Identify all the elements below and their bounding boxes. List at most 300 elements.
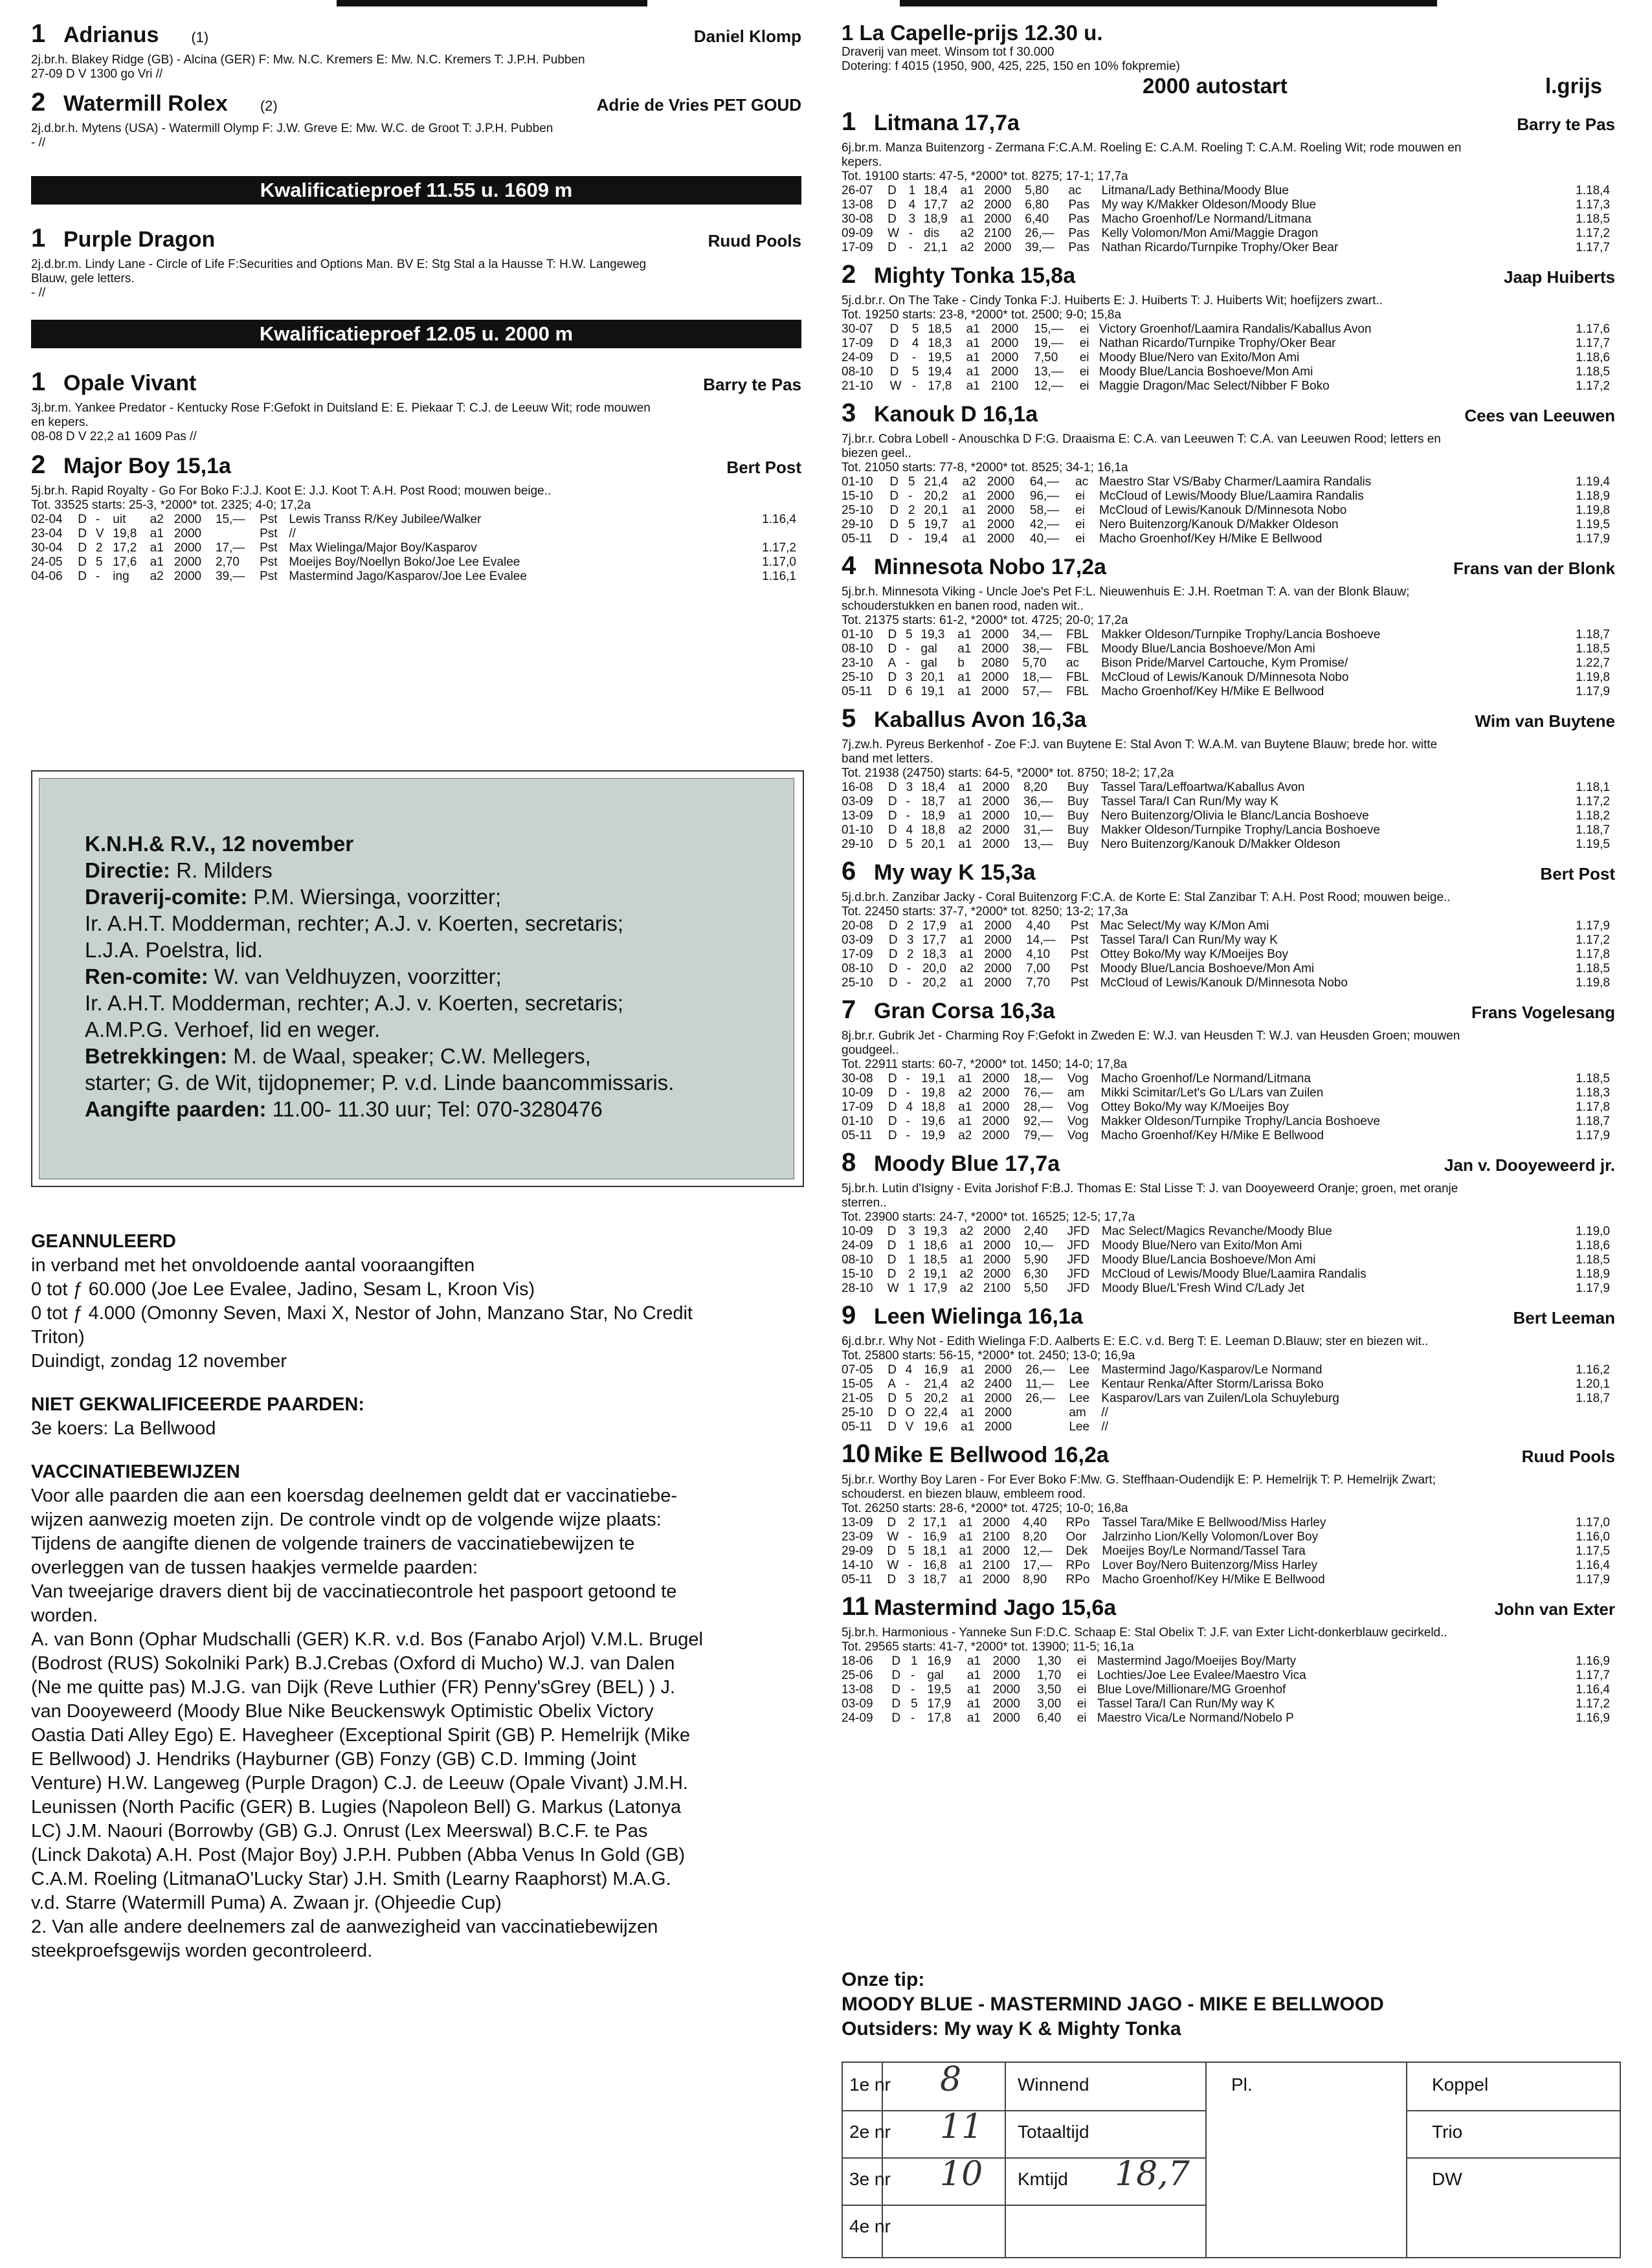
race-history-cell: 17,8 bbox=[928, 379, 952, 393]
horse-name: Leen Wielinga 16,1a bbox=[874, 1304, 1083, 1329]
race-history-cell: 1.18,5 bbox=[1576, 212, 1610, 226]
race-history-cell: Vog bbox=[1067, 1100, 1089, 1114]
race-history-cell: D bbox=[887, 1100, 897, 1114]
race-history-cell: - bbox=[906, 795, 910, 808]
info-line bbox=[85, 910, 674, 937]
horse-name: Mighty Tonka 15,8a bbox=[874, 263, 1076, 288]
race-history-cell: 36,— bbox=[1023, 795, 1053, 808]
race-history-cell: dis bbox=[924, 227, 940, 240]
race-history-cell: 19,1 bbox=[923, 1267, 948, 1281]
race-history-cell: 19,8 bbox=[921, 1086, 946, 1100]
race-history-cell: - bbox=[905, 1377, 910, 1391]
grid-bet-type: Winnend bbox=[1018, 2074, 1089, 2095]
race-history-cell: 18,1 bbox=[922, 1544, 947, 1558]
race-history-cell: a2 bbox=[959, 1267, 974, 1281]
race-history-cell: gal bbox=[921, 642, 937, 656]
race-history-cell: a1 bbox=[966, 1654, 981, 1668]
race-history-cell: a1 bbox=[958, 809, 972, 823]
horse-name: Mastermind Jago 15,6a bbox=[874, 1595, 1117, 1620]
horse-entry bbox=[842, 1440, 1615, 1587]
horse-entry bbox=[842, 995, 1615, 1143]
race-history-cell: - bbox=[911, 1711, 915, 1725]
race-history-cell: 20,1 bbox=[924, 504, 948, 517]
horse-description: Tot. 19250 starts: 23-8, *2000* tot. 2500; 9-0; 15,8a bbox=[842, 308, 1122, 322]
race-history-cell: 4 bbox=[906, 1100, 913, 1114]
race-history-cell: 5 bbox=[95, 555, 103, 569]
race-history-cell: Moeijes Boy/Noellyn Boko/Joe Lee Evalee bbox=[289, 555, 520, 569]
horse-driver: Barry te Pas bbox=[1517, 115, 1615, 134]
race-history-cell: - bbox=[911, 379, 917, 393]
race-history-cell: RPo bbox=[1066, 1573, 1090, 1586]
race-history-cell: McCloud of Lewis/Moody Blue/Laamira Randalis bbox=[1101, 1267, 1367, 1281]
info-line-text: starter; G. de Wit, tijdopnemer; P. v.d. Linde baancommissaris. bbox=[85, 1071, 675, 1095]
race-history-cell: 03-09 bbox=[842, 933, 873, 947]
race-history-cell: a2 bbox=[959, 962, 974, 975]
info-line-text: M. de Waal, speaker; C.W. Mellegers, bbox=[227, 1044, 591, 1068]
info-line bbox=[85, 937, 674, 963]
horse-description: Tot. 33525 starts: 25-3, *2000* tot. 2325; 4-0; 17,2a bbox=[31, 498, 311, 512]
officials-text bbox=[85, 830, 674, 1122]
race-history-cell: D bbox=[887, 1115, 897, 1128]
horse-entry bbox=[31, 88, 801, 150]
horse-description: kepers. bbox=[842, 155, 882, 169]
race-history-cell: W bbox=[887, 1530, 899, 1544]
race-history-cell: Pst bbox=[260, 541, 278, 555]
horse-number: 11 bbox=[842, 1592, 869, 1621]
horse-header bbox=[842, 551, 1615, 585]
race-history-cell: Victory Groenhof/Laamira Randalis/Kaballus Avon bbox=[1099, 322, 1372, 336]
race-history-cell: Pas bbox=[1068, 227, 1090, 240]
race-history-cell: 2000 bbox=[982, 1086, 1010, 1100]
race-history-cell: JFD bbox=[1067, 1267, 1090, 1281]
handwritten-kmtijd: 18,7 bbox=[1115, 2155, 1190, 2194]
race-history-cell: a2 bbox=[150, 570, 164, 583]
race-history-cell: 1.17,7 bbox=[1576, 337, 1610, 350]
race-history-cell: Pst bbox=[1070, 948, 1089, 961]
race-history-cell: D bbox=[887, 781, 897, 794]
race-history-row bbox=[842, 1559, 1615, 1573]
race-history-cell: 96,— bbox=[1029, 489, 1060, 503]
race-history-row bbox=[842, 1239, 1615, 1253]
race-history-cell: 6,40 bbox=[1025, 212, 1049, 226]
race-history-cell: 1.17,3 bbox=[1576, 198, 1610, 212]
horse-driver: Frans van der Blonk bbox=[1453, 559, 1615, 578]
race-history-cell: 2000 bbox=[984, 1363, 1012, 1377]
race-history-cell: 17-09 bbox=[842, 337, 873, 350]
race-history-cell: 2000 bbox=[173, 513, 202, 526]
horse-description: 3j.br.m. Yankee Predator - Kentucky Rose F:Gefokt in Duitsland E: E. Piekaar T: C.J. de Leeuw Wit; rode mouwen bbox=[31, 401, 651, 415]
race-history-cell: D bbox=[78, 541, 87, 555]
race-history-cell: a2 bbox=[150, 513, 164, 526]
race-history-cell: 1.16,1 bbox=[762, 570, 796, 583]
race-history-table bbox=[842, 628, 1615, 699]
race-history-cell: 18,8 bbox=[921, 1100, 946, 1114]
race-history-cell: O bbox=[905, 1406, 915, 1419]
horse-description: schouderstukken en banen rood, naden wit.. bbox=[842, 599, 1084, 613]
race-history-row bbox=[842, 656, 1615, 671]
race-history-cell: 11,— bbox=[1025, 1377, 1055, 1391]
notes-line: Van tweejarige dravers dient bij de vaccinatiecontrole het paspoort getoond te bbox=[31, 1581, 677, 1602]
race-history-cell: ei bbox=[1077, 1711, 1087, 1725]
race-history-cell: 09-09 bbox=[842, 227, 873, 240]
race-history-cell: D bbox=[891, 1711, 901, 1725]
horse-description: schouderst. en biezen blauw, embleem rood. bbox=[842, 1487, 1086, 1501]
race-history-cell: 2080 bbox=[981, 656, 1009, 670]
race-history-row bbox=[842, 475, 1615, 489]
race-history-cell: Lee bbox=[1069, 1377, 1090, 1391]
horse-driver: Frans Vogelesang bbox=[1471, 1003, 1615, 1022]
horse-number: 3 bbox=[842, 399, 856, 427]
race-history-cell: a1 bbox=[960, 184, 974, 197]
race-history-cell: - bbox=[906, 962, 911, 975]
race-history-cell: 2000 bbox=[991, 365, 1019, 379]
race-history-cell: 21,4 bbox=[924, 475, 948, 489]
race-history-row bbox=[842, 781, 1615, 795]
race-history-cell: Blue Love/Millionare/MG Groenhof bbox=[1097, 1683, 1286, 1696]
info-line-text: A.M.P.G. Verhoef, lid en weger. bbox=[85, 1017, 381, 1041]
horse-header bbox=[842, 1592, 1615, 1626]
race-history-cell: ei bbox=[1075, 489, 1085, 503]
race-history-cell: 03-09 bbox=[842, 795, 873, 808]
race-history-cell: a1 bbox=[966, 337, 980, 350]
race-history-cell: - bbox=[908, 1530, 912, 1544]
race-history-table bbox=[842, 1516, 1615, 1587]
horse-description: Tot. 25800 starts: 56-15, *2000* tot. 2450; 13-0; 16,9a bbox=[842, 1349, 1135, 1362]
race-history-cell: 2000 bbox=[984, 1392, 1012, 1405]
race-history-cell: D bbox=[887, 1363, 897, 1377]
race-history-row bbox=[31, 527, 801, 541]
race-history-cell: 13-09 bbox=[842, 1516, 873, 1529]
race-history-cell: a1 bbox=[966, 1683, 981, 1696]
race-history-cell: D bbox=[887, 671, 897, 684]
race-history-cell: a1 bbox=[962, 532, 976, 546]
race-history-cell: 15-05 bbox=[842, 1377, 873, 1391]
race-history-cell: 5 bbox=[908, 1544, 915, 1558]
race-history-cell: 1.22,7 bbox=[1576, 656, 1610, 670]
horse-header bbox=[842, 107, 1615, 141]
horse-description: Tot. 22911 starts: 60-7, *2000* tot. 1450; 14-0; 17,8a bbox=[842, 1058, 1128, 1071]
notes-line: LC) J.M. Naouri (Borrowby (GB) G.J. Onrust (Lex Meerswal) B.C.F. te Pas bbox=[31, 1821, 648, 1841]
race-history-cell: Mastermind Jago/Kasparov/Joe Lee Evalee bbox=[289, 570, 527, 583]
race-history-cell: 24-09 bbox=[842, 1711, 873, 1725]
info-line bbox=[85, 1096, 674, 1122]
race-history-cell: a1 bbox=[959, 1573, 973, 1586]
horse-description: Tot. 21938 (24750) starts: 64-5, *2000* tot. 8750; 18-2; 17,2a bbox=[842, 766, 1174, 780]
race-history-cell: 01-10 bbox=[842, 628, 873, 641]
race-history-cell: 79,— bbox=[1023, 1129, 1053, 1142]
horse-description: Tot. 26250 starts: 28-6, *2000* tot. 4725; 10-0; 16,8a bbox=[842, 1502, 1128, 1515]
race-history-cell: 18,7 bbox=[922, 1573, 947, 1586]
race-history-cell: 2000 bbox=[987, 518, 1015, 531]
race-history-cell: 21,1 bbox=[924, 241, 948, 254]
info-line bbox=[85, 1069, 674, 1096]
race-history-cell: 25-10 bbox=[842, 1406, 873, 1419]
race-history-cell: 1.17,8 bbox=[1576, 948, 1610, 961]
race-history-cell: 2000 bbox=[984, 241, 1012, 254]
race-history-cell: a1 bbox=[957, 628, 972, 641]
race-history-cell: a1 bbox=[966, 322, 980, 336]
race-history-cell: D bbox=[78, 555, 87, 569]
horse-description: 5j.br.h. Minnesota Viking - Uncle Joe's Pet F:L. Nieuwenhuis E: J.H. Roetman T: A. van der Blonk Blauw; bbox=[842, 585, 1410, 599]
race-history-cell: 18,4 bbox=[924, 184, 948, 197]
race-history-cell: 17,8 bbox=[927, 1711, 952, 1725]
race-history-cell: a2 bbox=[959, 1282, 974, 1295]
race-history-cell: D bbox=[887, 198, 897, 212]
race-history-cell: Macho Groenhof/Le Normand/Litmana bbox=[1100, 1072, 1311, 1085]
race-history-cell: ei bbox=[1075, 504, 1085, 517]
info-line-text: 11.00- 11.30 uur; Tel: 070-3280476 bbox=[266, 1097, 603, 1121]
race-history-cell: 6,40 bbox=[1037, 1711, 1062, 1725]
race-history-table bbox=[842, 1654, 1615, 1726]
race-history-cell: 2100 bbox=[991, 379, 1019, 393]
notes-line: Tijdens de aangifte dienen de volgende trainers de vaccinatiebewijzen te bbox=[31, 1533, 635, 1554]
horse-description: band met letters. bbox=[842, 752, 933, 766]
race-history-cell: Pst bbox=[1070, 962, 1089, 975]
horse-name: Minnesota Nobo 17,2a bbox=[874, 555, 1106, 579]
race-history-cell: 01-10 bbox=[842, 1115, 873, 1128]
race-history-cell: Buy bbox=[1067, 781, 1089, 794]
race-history-cell: D bbox=[887, 1253, 897, 1267]
info-line-text: W. van Veldhuyzen, voorzitter; bbox=[208, 964, 502, 988]
race-history-cell: 1 bbox=[908, 184, 916, 197]
race-history-cell: gal bbox=[921, 656, 937, 670]
horse-number: 9 bbox=[842, 1301, 856, 1329]
horse-description: 5j.br.h. Rapid Royalty - Go For Boko F:J.J. Koot E: J.J. Koot T: A.H. Post Rood; mouwen beige.. bbox=[31, 484, 552, 498]
race-history-cell: a1 bbox=[958, 795, 972, 808]
race-history-cell: 1 bbox=[908, 1282, 915, 1295]
horse-driver: Jaap Huiberts bbox=[1504, 267, 1615, 287]
race-history-row bbox=[842, 184, 1615, 198]
race-history-cell: 17,7 bbox=[924, 198, 948, 212]
race-history-cell: 18,6 bbox=[923, 1239, 948, 1252]
race-history-cell: 1.17,0 bbox=[762, 555, 796, 569]
horse-entry bbox=[842, 551, 1615, 699]
horse-description: 2j.br.h. Blakey Ridge (GB) - Alcina (GER) F: Mw. N.C. Kremers E: Mw. N.C. Kremers T: J.P.H. Pubben bbox=[31, 53, 585, 67]
race-history-cell: Tassel Tara/Mike E Bellwood/Miss Harley bbox=[1102, 1516, 1326, 1529]
grid-right-line bbox=[1406, 2157, 1620, 2159]
race-history-cell: 5 bbox=[906, 838, 913, 851]
race-history-cell: 15,— bbox=[215, 513, 245, 526]
race-history-cell: 1.18,4 bbox=[1576, 184, 1610, 197]
horse-description: 6j.br.m. Manza Buitenzorg - Zermana F:C.A.M. Roeling E: C.A.M. Roeling T: C.A.M. Roeling Wit; rode mouwen en bbox=[842, 141, 1462, 155]
race-history-cell: ei bbox=[1079, 322, 1089, 336]
race-history-row bbox=[842, 1654, 1615, 1669]
left-horse-listing bbox=[31, 19, 801, 584]
horse-description: 7j.br.r. Cobra Lobell - Anouschka D F:G. Draaisma E: C.A. van Leeuwen T: C.A. van Leeuwen Rood; letters en bbox=[842, 432, 1441, 446]
race-history-cell: W bbox=[887, 1559, 899, 1572]
info-line bbox=[85, 857, 674, 884]
race-history-cell: D bbox=[891, 1654, 901, 1668]
race-history-cell: 2000 bbox=[984, 184, 1012, 197]
horse-description: 7j.zw.h. Pyreus Berkenhof - Zoe F:J. van Buytene E: Stal Avon T: W.A.M. van Buytene Blauw; brede hor. witte bbox=[842, 738, 1438, 751]
notes-line: E Bellwood) J. Hendriks (Hayburner (GB) Fonzy (GB) C.D. Imming (Joint bbox=[31, 1749, 636, 1770]
horse-description: Tot. 21050 starts: 77-8, *2000* tot. 8525; 34-1; 16,1a bbox=[842, 461, 1128, 474]
race-history-cell: 1.17,8 bbox=[1576, 1100, 1610, 1114]
grid-right-line bbox=[1406, 2110, 1620, 2111]
race-history-cell: McCloud of Lewis/Kanouk D/Minnesota Nobo bbox=[1100, 976, 1348, 990]
race-history-cell: 08-10 bbox=[842, 642, 873, 656]
race-history-cell: Buy bbox=[1067, 809, 1089, 823]
race-history-cell: a1 bbox=[958, 1100, 972, 1114]
race-history-cell: ac bbox=[1068, 184, 1082, 197]
race-history-cell: 25-10 bbox=[842, 504, 873, 517]
info-line-text: P.M. Wiersinga, voorzitter; bbox=[247, 885, 502, 909]
race-history-cell: 2000 bbox=[981, 642, 1009, 656]
race-history-cell: 17,2 bbox=[113, 541, 137, 555]
race-history-cell: a1 bbox=[958, 1115, 972, 1128]
race-history-cell: 1.16,9 bbox=[1576, 1711, 1610, 1725]
race-history-row bbox=[842, 212, 1615, 227]
race-history-cell: a2 bbox=[961, 1377, 975, 1391]
race-history-cell: a1 bbox=[958, 1072, 972, 1085]
race-history-cell: 2000 bbox=[984, 933, 1012, 947]
info-line-label: Directie: bbox=[85, 858, 171, 882]
race-history-row bbox=[842, 198, 1615, 212]
race-history-cell: 1.18,5 bbox=[1576, 365, 1610, 379]
race-history-row bbox=[31, 513, 801, 527]
race-history-cell: 05-11 bbox=[842, 1420, 873, 1434]
horse-name: Purple Dragon bbox=[63, 227, 216, 252]
notes-line: 3e koers: La Bellwood bbox=[31, 1418, 216, 1439]
race-history-row bbox=[842, 1544, 1615, 1559]
race-history-cell: a2 bbox=[960, 198, 974, 212]
race-history-row bbox=[842, 1072, 1615, 1086]
horse-driver: Ruud Pools bbox=[1521, 1447, 1615, 1466]
race-history-cell: D bbox=[891, 1683, 901, 1696]
horse-entry bbox=[842, 857, 1615, 990]
race-history-cell: 05-11 bbox=[842, 532, 873, 546]
race-history-cell: - bbox=[908, 241, 913, 254]
race-history-table bbox=[842, 919, 1615, 990]
horse-header bbox=[31, 88, 801, 122]
race-history-cell: a2 bbox=[959, 1225, 974, 1238]
race-history-cell: 20-08 bbox=[842, 919, 873, 933]
race-history-cell: 40,— bbox=[1029, 532, 1060, 546]
race-history-cell: 1.17,6 bbox=[1576, 322, 1610, 336]
race-history-cell: Moody Blue/Lancia Boshoeve/Mon Ami bbox=[1099, 365, 1313, 379]
race-history-cell: 2000 bbox=[984, 198, 1012, 212]
race-history-row bbox=[31, 555, 801, 570]
race-history-row bbox=[842, 241, 1615, 255]
race-history-cell: 4,40 bbox=[1023, 1516, 1047, 1529]
race-history-cell: D bbox=[889, 365, 899, 379]
race-history-cell: - bbox=[911, 1683, 915, 1696]
race-history-cell: FBL bbox=[1066, 671, 1089, 684]
race-history-cell: a1 bbox=[150, 541, 164, 555]
race-history-cell: 24-09 bbox=[842, 1239, 873, 1252]
horse-description: sterren.. bbox=[842, 1196, 887, 1210]
race-history-table bbox=[842, 1225, 1615, 1296]
horse-entry bbox=[842, 1592, 1615, 1726]
race-history-cell: 8,20 bbox=[1023, 1530, 1047, 1544]
horse-entry bbox=[31, 368, 801, 444]
race-history-cell: 1.18,1 bbox=[1576, 781, 1610, 794]
race-history-cell: 2100 bbox=[982, 1559, 1010, 1572]
race-history-cell: W bbox=[889, 379, 902, 393]
race-history-cell: Pst bbox=[260, 570, 278, 583]
race-history-cell: 2000 bbox=[982, 1516, 1010, 1529]
race-history-cell: 2 bbox=[908, 504, 915, 517]
race-history-cell: 19,5 bbox=[928, 351, 952, 364]
horse-number: 4 bbox=[842, 551, 856, 580]
race-history-cell: Pst bbox=[260, 555, 278, 569]
race-history-cell: Buy bbox=[1067, 823, 1089, 837]
notes-line: Triton) bbox=[31, 1327, 85, 1348]
horse-entry bbox=[842, 107, 1615, 255]
race-history-cell bbox=[751, 527, 801, 541]
race-history-cell: 17-09 bbox=[842, 948, 873, 961]
race-history-cell: 2000 bbox=[984, 1406, 1012, 1419]
left-column bbox=[31, 0, 801, 1961]
horse-header bbox=[842, 260, 1615, 294]
race-history-cell: Ottey Boko/My way K/Moeijes Boy bbox=[1100, 948, 1288, 961]
race-history-cell: 2,40 bbox=[1023, 1225, 1048, 1238]
race-history-cell: Tassel Tara/I Can Run/My way K bbox=[1097, 1697, 1275, 1711]
race-history-cell: ei bbox=[1075, 532, 1085, 546]
race-history-cell: D bbox=[888, 919, 898, 933]
horse-description: 8j.br.r. Gubrik Jet - Charming Roy F:Gefokt in Zweden E: W.J. van Heusden T: W.J. van Heusden Groen; mouwen bbox=[842, 1029, 1460, 1043]
race-history-cell: 2000 bbox=[984, 919, 1012, 933]
race-history-cell: ei bbox=[1077, 1697, 1087, 1711]
notes-section bbox=[31, 1230, 808, 1963]
race-history-cell: 1.17,9 bbox=[1576, 919, 1610, 933]
race-history-cell: D bbox=[78, 527, 87, 540]
grid-bet-type: Totaaltijd bbox=[1018, 2122, 1089, 2142]
tip-section bbox=[842, 1968, 1384, 2041]
race-history-row bbox=[842, 1516, 1615, 1530]
race-history-row bbox=[842, 795, 1615, 809]
race-history-table bbox=[842, 1072, 1615, 1143]
race-history-cell: Nathan Ricardo/Turnpike Trophy/Oker Bear bbox=[1099, 337, 1336, 350]
race-conditions: Draverij van meet. Winsom tot f 30.000 bbox=[842, 45, 1055, 59]
race-history-cell: 1.18,5 bbox=[1576, 962, 1610, 975]
horse-position: (1) bbox=[191, 29, 209, 45]
race-history-cell: 1.19,5 bbox=[1576, 518, 1610, 531]
race-history-cell: D bbox=[887, 1406, 897, 1419]
race-history-cell: 20,2 bbox=[922, 976, 946, 990]
race-history-cell: - bbox=[95, 513, 100, 526]
race-history-cell: D bbox=[887, 1573, 897, 1586]
race-history-cell: 1.18,5 bbox=[1576, 1072, 1610, 1085]
race-history-row bbox=[842, 962, 1615, 976]
race-history-cell: 16,9 bbox=[927, 1654, 952, 1668]
race-history-cell: - bbox=[906, 1115, 910, 1128]
race-history-cell: 1.19,4 bbox=[1576, 475, 1610, 489]
notes-line: 0 tot ƒ 4.000 (Omonny Seven, Maxi X, Nestor of John, Manzano Star, No Credit bbox=[31, 1303, 693, 1324]
horse-description: Tot. 19100 starts: 47-5, *2000* tot. 8275; 17-1; 17,7a bbox=[842, 170, 1128, 183]
race-history-cell: 6 bbox=[905, 685, 913, 698]
horse-number: 10 bbox=[842, 1440, 871, 1468]
race-history-cell: - bbox=[906, 1072, 910, 1085]
race-bar-kwalificatie-1: Kwalificatieproef 11.55 u. 1609 m bbox=[31, 176, 801, 205]
race-history-cell: Pas bbox=[1068, 198, 1090, 212]
race-history-cell: 17,9 bbox=[922, 919, 946, 933]
race-history-cell: 4 bbox=[906, 823, 913, 837]
race-history-cell: 1.17,7 bbox=[1576, 1669, 1610, 1682]
race-history-cell: 19,5 bbox=[927, 1683, 952, 1696]
race-history-cell: D bbox=[887, 685, 897, 698]
race-history-cell: 12,— bbox=[1034, 379, 1064, 393]
race-history-cell: Maestro Vica/Le Normand/Nobelo P bbox=[1097, 1711, 1294, 1725]
race-history-cell: 5 bbox=[908, 475, 915, 489]
race-history-cell: 2000 bbox=[984, 948, 1012, 961]
race-history-cell: Max Wielinga/Major Boy/Kasparov bbox=[289, 541, 477, 555]
race-history-cell: 2,70 bbox=[215, 555, 240, 569]
race-history-row bbox=[842, 823, 1615, 838]
race-history-cell: Mac Select/My way K/Mon Ami bbox=[1100, 919, 1269, 933]
horse-header bbox=[842, 1301, 1615, 1335]
race-history-cell: 7,70 bbox=[1026, 976, 1051, 990]
